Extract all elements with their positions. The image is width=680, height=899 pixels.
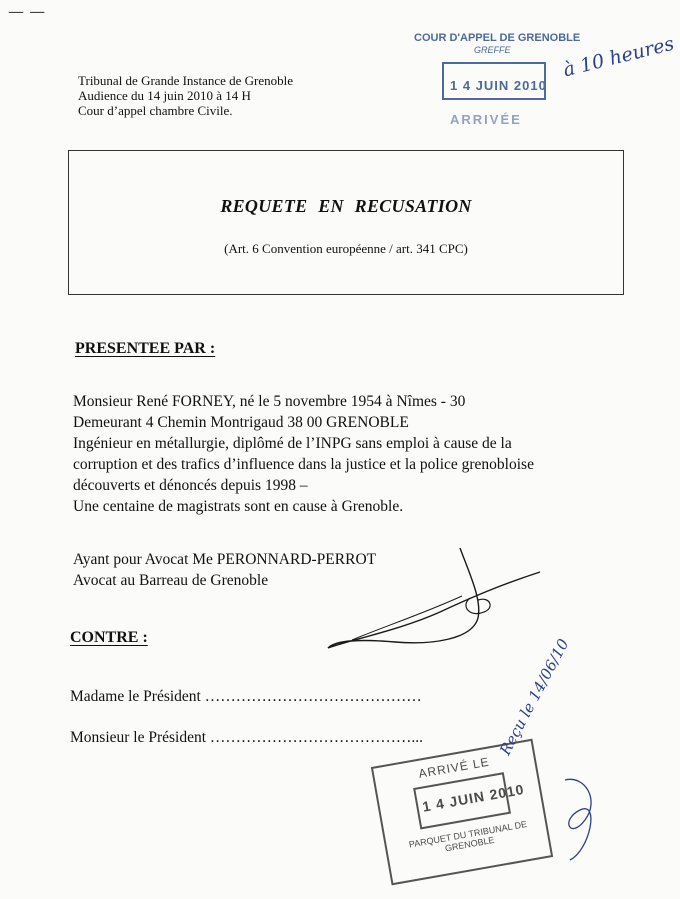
presentee-line: Une centaine de magistrats sont en cause à Grenoble.	[73, 498, 404, 515]
presentee-line: découverts et dénoncés depuis 1998 –	[73, 477, 308, 494]
contre-line1: Madame le Président ……………………………………	[70, 688, 422, 705]
presentee-line: Ingénieur en métallurgie, diplômé de l’INPG sans emploi à cause de la	[73, 435, 512, 452]
presentee-line: Demeurant 4 Chemin Montrigaud 38 00 GRENOBLE	[73, 414, 409, 431]
stamp-greffe: GREFFE	[474, 45, 511, 55]
stamp-court-name: COUR D'APPEL DE GRENOBLE	[414, 32, 581, 44]
contre-line2: Monsieur le Président …………………………………...	[70, 729, 424, 746]
document-title: REQUETE EN RECUSATION	[220, 196, 472, 216]
court-info-line2: Audience du 14 juin 2010 à 14 H	[78, 88, 251, 103]
handwritten-receipt-note: Reçu le 14/06/10	[496, 635, 573, 758]
contre-heading: CONTRE :	[70, 629, 148, 646]
presentee-line: Monsieur René FORNEY, né le 5 novembre 1954 à Nîmes - 30	[73, 393, 466, 410]
presentee-line: corruption et des trafics d’influence dans la justice et la police grenobloise	[73, 456, 534, 473]
stamp-arrive-label: ARRIVÉ LE	[417, 754, 491, 781]
corner-marks: — —	[8, 2, 46, 21]
document-subtitle: (Art. 6 Convention européenne / art. 341 CPC)	[224, 241, 468, 256]
stamp-parquet: PARQUET DU TRIBUNAL DE GRENOBLE	[408, 818, 528, 854]
avocat-line1: Ayant pour Avocat Me PERONNARD-PERROT	[73, 551, 377, 568]
handwritten-time-note: à 10 heures	[561, 32, 677, 82]
court-info-line3: Cour d’appel chambre Civile.	[78, 103, 233, 118]
stamp-status: ARRIVÉE	[450, 112, 522, 127]
stamp-bottom-date: 1 4 JUIN 2010	[421, 780, 526, 815]
court-info-line1: Tribunal de Grande Instance de Grenoble	[78, 73, 294, 88]
avocat-line2: Avocat au Barreau de Grenoble	[73, 572, 269, 589]
presentee-heading: PRESENTEE PAR :	[75, 340, 216, 357]
stamp-date: 1 4 JUIN 2010	[450, 78, 547, 93]
